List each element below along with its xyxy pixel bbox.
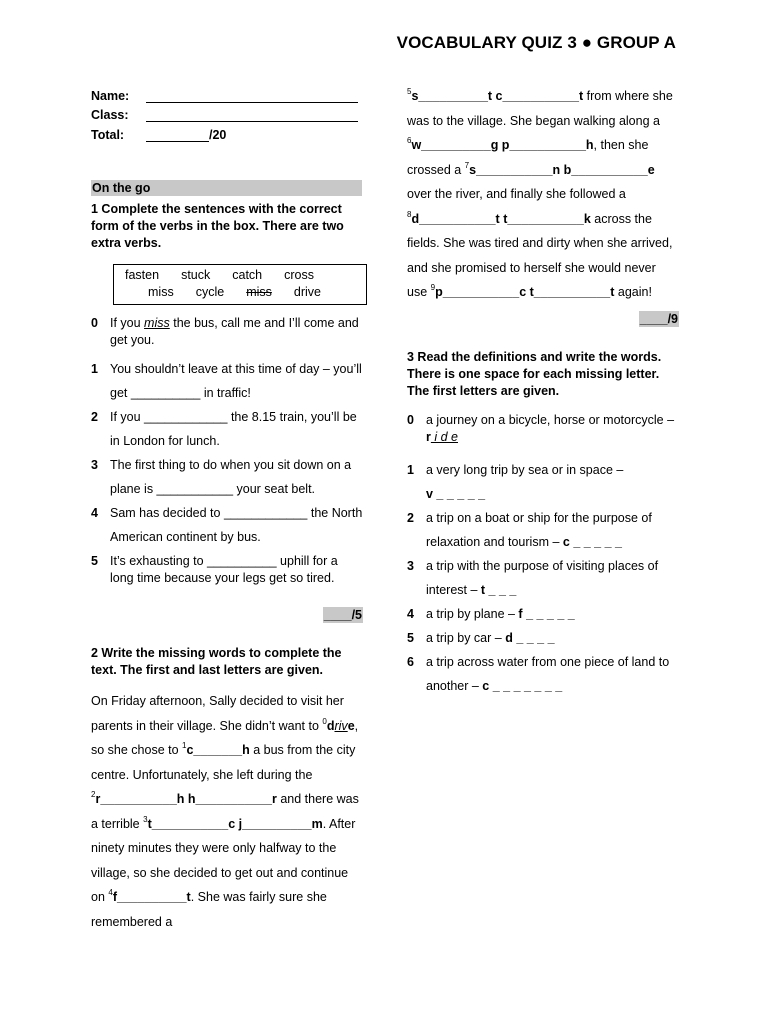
answer-blanks[interactable]: _ _ _ _ _ [432,486,486,501]
gap-3[interactable]: t___________c j__________m [147,816,323,831]
verb-item: cross [284,268,315,282]
ex3-instruction: 3 Read the definitions and write the words. There is one space for each missing letter. The first letters are given. [407,349,662,398]
example-answer: miss [144,316,170,330]
total-label: Total: [91,128,125,142]
gap-1[interactable]: c_______h [186,743,250,757]
verb-item: catch [232,268,263,282]
ex1-instruction: 1 Complete the sentences with the correct form of the verbs in the box. There are two extra verbs. [91,202,344,250]
gap-2[interactable]: r___________h h___________r [95,792,277,806]
class-field[interactable] [146,108,358,122]
example-answer: riv [334,718,348,733]
ex3-item-3: 3 a trip with the purpose of visiting places of interest – t _ _ _ [407,554,679,602]
answer-blanks[interactable]: _ _ _ [485,582,517,597]
ex1-item-3: 3 The first thing to do when you sit down on a plane is ___________ your seat belt. [91,453,363,501]
item-number: 1 [91,362,98,376]
ex3-item-2: 2 a trip on a boat or ship for the purpose of relaxation and tourism – c _ _ _ _ _ [407,506,679,554]
total-row [91,122,363,142]
score-box: ____/5 [323,608,362,622]
verb-box [113,264,367,305]
name-row [91,84,363,103]
gap-6[interactable]: w__________g p___________h [411,138,594,152]
class-label: Class: [91,108,129,122]
ex3-item-1: 1 a very long trip by sea or in space – v _ _ _ _ _ [407,458,679,506]
ex2-text-continued: $^5$s__________t c___________t from where she was to the village. She began walking along a $^6$w__________g p___________h, then she crossed a $^7$s___________n b___________e over the river, and finally she followed a $^8$d___________t t___________k across the fields. She was tired and dirty when she arrived, and she promised to herself she would never use $^9$p___________c t___________t again! [407,87,673,299]
item-number: 6 [407,654,414,669]
verb-item: fasten [125,268,160,282]
ex2-score [407,311,679,327]
gap-9[interactable]: p___________c t___________t [435,285,615,299]
total-suffix: /20 [209,128,227,142]
score-box: ____/9 [639,311,678,326]
item-number: 2 [407,510,414,525]
verb-item: stuck [181,268,211,282]
ex1-item-4: 4 Sam has decided to ____________ the North American continent by bus. [91,501,363,549]
ex3-item-4: 4 a trip by plane – f _ _ _ _ _ [407,602,679,626]
answer-blanks[interactable]: _ _ _ _ _ _ _ [489,678,563,693]
item-number: 1 [407,462,414,477]
item-number: 5 [91,554,98,568]
ex3-item-6: 6 a trip across water from one piece of land to another – c _ _ _ _ _ _ _ [407,650,679,698]
ex2-instruction: 2 Write the missing words to complete the text. The first and last letters are given. [91,646,342,677]
ex1-score [91,607,363,623]
gap-4[interactable]: f__________t [112,890,191,904]
right-column [407,84,679,698]
example-answer: i d e [430,429,458,444]
quiz-title: VOCABULARY QUIZ 3 ● GROUP A [396,33,676,52]
item-number: 0 [91,316,98,330]
ex2-text: On Friday afternoon, Sally decided to visit her parents in their village. She didn’t want to $^0$drive, so she chose to $^1$c_______h a bus from the city centre. Unfortunately, she left during the $^2$r___________h h___________r and there was a terrible $^3$t___________c j__________m. After ninety minutes they were only halfway to the village, so she decided to get out and continue on $^4$f__________t. She was fairly sure she remembered a [91,694,359,929]
ex3-item-5: 5 a trip by car – d _ _ _ _ [407,626,679,650]
gap-8[interactable]: d___________t t___________k [411,211,591,226]
ex1-item-0: 0 If you miss the bus, call me and I’ll come and get you. [91,316,359,347]
item-number: 4 [407,606,414,621]
ex1-item-5: 5 It’s exhausting to __________ uphill for a long time because your legs get so tired. [91,554,338,585]
gap-5[interactable]: s__________t c___________t [411,89,584,103]
item-number: 0 [407,412,414,427]
section-heading: On the go [91,180,362,196]
verb-item: miss [148,285,174,299]
verb-item-used: miss [246,285,272,299]
class-row [91,103,363,122]
name-field[interactable] [146,89,358,103]
total-field[interactable] [146,128,209,142]
item-number: 5 [407,630,414,645]
gap-7[interactable]: s___________n b___________e [469,162,655,177]
verb-item: drive [293,285,321,299]
answer-blanks[interactable]: _ _ _ _ [512,630,555,645]
item-number: 2 [91,410,98,424]
item-number: 3 [407,558,414,573]
answer-blanks[interactable]: _ _ _ _ _ [569,534,622,549]
name-label: Name: [91,89,130,103]
ex1-item-2: 2 If you ____________ the 8.15 train, you’ll be in London for lunch. [91,405,363,453]
item-number: 4 [91,506,98,520]
left-column [91,84,363,934]
ex3-item-0: 0 a journey on a bicycle, horse or motorcycle – r i d e [407,412,675,444]
answer-blanks[interactable]: _ _ _ _ _ [522,606,575,621]
verb-item: cycle [195,285,225,299]
item-number: 3 [91,458,98,472]
ex1-item-1: 1 You shouldn’t leave at this time of day – you’ll get __________ in traffic! [91,357,363,405]
